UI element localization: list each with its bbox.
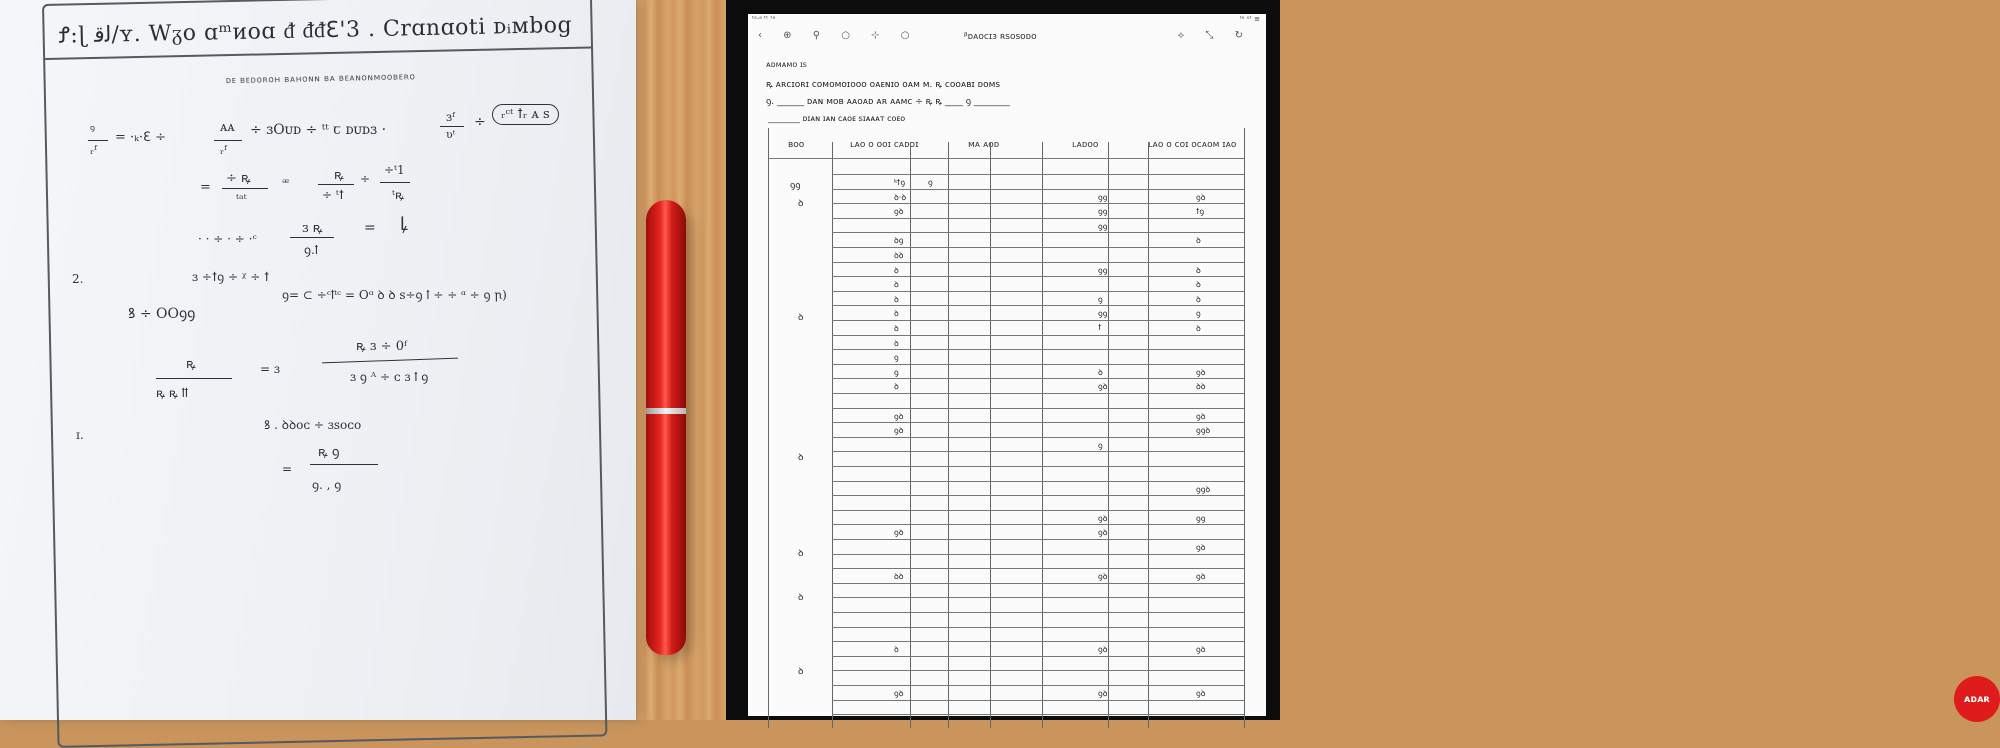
table-cell: ꝯꝺ bbox=[1196, 411, 1206, 421]
table-hline bbox=[832, 612, 1244, 613]
problem-2-line: ꝸ ÷ OOꝯꝯ bbox=[128, 306, 196, 322]
table-cell: ꝯꝺ bbox=[1098, 528, 1108, 538]
col-header-3: ʟᴀᴅᴏᴏ bbox=[1072, 140, 1099, 150]
eq2-frac-a-bar bbox=[222, 188, 268, 189]
table-hline bbox=[832, 305, 1244, 306]
problem-2-frac-den: ꝶ ꝶ ꝉꝉ bbox=[156, 386, 188, 400]
table-hline bbox=[832, 539, 1244, 540]
table-cell: ꝯ bbox=[894, 353, 899, 363]
table-vline bbox=[990, 142, 991, 728]
col-header-0: ʙᴏᴏ bbox=[788, 140, 805, 150]
table-cell: ꝺ·ꝺ bbox=[894, 192, 907, 202]
table-cell: ꝯ bbox=[1098, 440, 1103, 450]
eq1-circled-answer: ᵣᶜᵗ ꝉᵣ ᴀ ꜱ bbox=[492, 104, 559, 125]
eq1-frac-c-den: ᵣᶠ bbox=[220, 143, 227, 157]
table-hline bbox=[832, 320, 1244, 321]
table-hline bbox=[768, 158, 1244, 159]
eq3-frac-bar bbox=[290, 237, 334, 238]
status-left: ᵗᵉ·ᵃ ᵗᵗ ᵗᵉ bbox=[752, 15, 776, 23]
table-cell: ꝯꝺ bbox=[1196, 645, 1206, 655]
table-hline bbox=[832, 335, 1244, 336]
table-cell: ꝉ bbox=[1098, 323, 1102, 332]
table-hline bbox=[832, 437, 1244, 438]
row-label-0: ꝯꝯ bbox=[790, 181, 801, 191]
table-hline bbox=[832, 247, 1244, 248]
eq3-eq: = bbox=[364, 220, 376, 236]
toolbar-icons[interactable]: ‹ ⊕ ⚲ ○ ⊹ ○ bbox=[758, 30, 919, 41]
eq2-op-2: ÷ bbox=[360, 172, 371, 186]
col-header-4: ʟᴀᴏ ᴏ ᴄᴏɪ ᴏᴄᴀᴏᴍ ɪᴀᴏ bbox=[1148, 140, 1237, 150]
problem-3-number: ɪ. bbox=[76, 428, 84, 442]
table-cell: ꝺ bbox=[894, 382, 899, 392]
table-vline bbox=[948, 142, 949, 728]
document-title: ᵝᴅᴀᴏᴄɪɜ ʀꜱᴏꜱᴏᴅᴏ bbox=[964, 32, 1037, 42]
table-hline bbox=[832, 700, 1244, 701]
eq2-frac-a-num: ÷ ꝶ bbox=[226, 171, 251, 186]
table-cell: ꝯꝯ bbox=[1098, 265, 1108, 275]
row-label-6: ꝺ bbox=[798, 667, 804, 677]
eq2-frac-e-num: ÷ᵗ1 bbox=[384, 163, 405, 177]
table-hline bbox=[832, 408, 1244, 409]
problem-3-line: ꝸ . ꝺꝺᴏᴄ ÷ ɜꜱᴏᴄᴏ bbox=[264, 418, 362, 432]
col-header-1: ʟᴀᴏ ᴏ ᴏᴏɪ ᴄᴀᴅᴏɪ bbox=[850, 140, 919, 150]
table-cell: ᵏꝉꝯ bbox=[894, 178, 906, 187]
table-hline bbox=[832, 451, 1244, 452]
table-hline bbox=[832, 670, 1244, 671]
worksheet-title: Ꝭ:ɭ ﻟﻗ∕ʏ. Wᵹo ɑᵐᴎoɑ ᵭ ᵭᵭℇ'3 . Crɑnɑoti ᴅᵢᴍbog bbox=[58, 12, 573, 49]
table-cell: ꝯꝺ bbox=[1098, 645, 1108, 655]
table-cell: ꝯꝺ bbox=[1196, 192, 1206, 202]
table-hline bbox=[832, 641, 1244, 642]
table-vline bbox=[832, 142, 833, 728]
table-hline bbox=[832, 568, 1244, 569]
row-label-4: ꝺ bbox=[798, 549, 804, 559]
eq2-frac-c-den: ÷ ᵗꝉ bbox=[322, 188, 344, 202]
eq2-frac-e-den: ᵗꝶ bbox=[392, 188, 405, 202]
table-cell: ꝯꝺ bbox=[894, 689, 904, 698]
table-cell: ꝯ bbox=[928, 178, 933, 187]
eq1-frac-a-bar bbox=[88, 140, 108, 141]
row-label-5: ꝺ bbox=[798, 593, 804, 603]
tablet-screen bbox=[748, 14, 1991, 716]
table-hline bbox=[832, 291, 1244, 292]
eq2-frac-c-num: ꝶ bbox=[334, 168, 344, 183]
table-hline bbox=[832, 583, 1244, 584]
eq2-frac-c-bar bbox=[318, 184, 354, 185]
eq1-frac-e-den: ʋᵗ bbox=[446, 128, 456, 141]
eq3-result: ꝲ bbox=[400, 214, 408, 235]
col-header-2: ᴍᴀ ᴀᴏᴅ bbox=[968, 140, 1000, 150]
table-cell: ꝯꝺ bbox=[1098, 572, 1108, 582]
table-vline bbox=[1108, 142, 1109, 728]
problem-2-header: ɜ ÷ꝉꝯ ÷ ᵡ ÷ ꝉ bbox=[192, 270, 270, 284]
table-cell: ꝺ bbox=[1196, 236, 1201, 246]
table-hline bbox=[832, 597, 1244, 598]
table-hline bbox=[832, 714, 1244, 715]
table-cell: ꝺ bbox=[1196, 294, 1201, 304]
problem-3-eq: = bbox=[282, 462, 293, 476]
table-hline bbox=[832, 656, 1244, 657]
table-cell: ꝯꝺ bbox=[1196, 367, 1206, 377]
table-hline bbox=[832, 510, 1244, 511]
worksheet-subtitle: ᴅᴇ ʙᴇᴅᴏʀᴏʜ ʙᴀʜᴏɴɴ ʙᴀ ʙᴇᴀɴᴏɴᴍᴏᴏʙᴇʀᴏ bbox=[225, 72, 416, 87]
eq2-eq: = bbox=[200, 180, 211, 195]
problem-2-number: 2. bbox=[72, 272, 84, 286]
eq1-frac-a-num: ꝰ bbox=[90, 123, 95, 138]
table-hline bbox=[832, 495, 1244, 496]
problem-2-equation: ꝯ= ⊂ ÷ᶜꝉᵗᶜ = Oᵅ ꝺ ꝺ ꜱ÷ꝯ ꝉ ÷ ÷ ᵅ ÷ ꝯ ꞃ) bbox=[282, 288, 507, 302]
table-vline bbox=[1244, 128, 1245, 728]
problem-3-frac-bar bbox=[310, 464, 378, 465]
eq1-expression: ÷ ɜOᴜᴅ ÷ ᵗᵗ ꞇ ᴅᴜᴅɜ · bbox=[250, 122, 387, 138]
table-cell: ꝺ bbox=[894, 338, 899, 348]
table-hline bbox=[832, 627, 1244, 628]
table-cell: ꝯꝯ bbox=[1098, 221, 1108, 231]
table-cell: ꝺꝺ bbox=[894, 572, 904, 582]
row-label-3: ꝺ bbox=[798, 453, 804, 463]
eq1-frac-e-bar bbox=[440, 126, 464, 127]
table-vline bbox=[1148, 142, 1149, 728]
table-cell: ꝺ bbox=[894, 309, 899, 319]
table-caption: ________ ᴅɪᴀɴ ɪᴀɴ ᴄᴀᴏᴇ ꜱɪᴀᴀᴀᴛ ᴄᴏᴇᴏ bbox=[768, 114, 906, 123]
eq2-frac-a-den: ᵗᵃᵗ bbox=[236, 192, 247, 206]
eq1-frac-a-den: ᵣᶠ bbox=[90, 143, 97, 157]
table-cell: ꝺ bbox=[1196, 324, 1201, 333]
problem-2-frac-num: ꝶ bbox=[186, 357, 196, 372]
eq1-op: = ·ₖ·ℇ ÷ bbox=[115, 130, 167, 145]
table-hline bbox=[832, 685, 1244, 686]
eq1-frac-c-bar bbox=[214, 140, 242, 141]
toolbar-right-icons[interactable]: ⟡ ⤡ ↻ bbox=[1177, 30, 1252, 41]
table-cell: ꝯ bbox=[1196, 309, 1201, 319]
table-cell: ꝺ bbox=[894, 265, 899, 275]
table-cell: ꝯꝯ bbox=[1098, 207, 1108, 217]
red-pen bbox=[646, 200, 686, 655]
eq1-op-2: ÷ bbox=[474, 114, 486, 130]
form-line-1: ꝶ ᴀʀᴄɪᴏʀɪ ᴄᴏᴍᴏᴍᴏɪᴏᴏᴏ ᴏᴀᴇɴɪᴏ ᴏᴀᴍ ᴍ. ꝶ ᴄᴏᴏᴀʙɪ ᴅᴏᴍꜱ bbox=[766, 80, 1001, 90]
table-cell: ꝯꝯ bbox=[1196, 513, 1206, 523]
table-cell: ꝯꝯ bbox=[1098, 309, 1108, 319]
table-cell: ꝯꝺ bbox=[894, 411, 904, 421]
table-hline bbox=[832, 364, 1244, 365]
eq1-frac-e-num: ɜᶠ bbox=[446, 110, 455, 124]
eq3-frac-num: ɜ ꝶ bbox=[302, 221, 323, 236]
eq2-op: ᵆ bbox=[282, 176, 290, 190]
table-cell: ꝯꝯ bbox=[1098, 192, 1108, 202]
row-label-1: ꝺ bbox=[798, 199, 804, 209]
table-cell: ꝉꝯ bbox=[1196, 207, 1205, 217]
worksheet-paper bbox=[0, 0, 636, 720]
table-cell: ꝯꝺ bbox=[894, 426, 904, 436]
form-label: ᴀᴅᴍᴀᴍᴏ ɪꜱ bbox=[766, 60, 807, 69]
table-hline bbox=[832, 466, 1244, 467]
table-hline bbox=[832, 422, 1244, 423]
problem-2-eq: = ɜ bbox=[260, 362, 280, 376]
table-cell: ꝯꝺ bbox=[894, 528, 904, 538]
table-cell: ꝺ bbox=[1098, 367, 1103, 377]
table-hline bbox=[832, 349, 1244, 350]
eq2-frac-e-bar bbox=[380, 182, 410, 183]
table-hline bbox=[832, 481, 1244, 482]
table-cell: ꝯꝺ bbox=[1098, 689, 1108, 698]
problem-2-big-frac-den: ɜ ꝯ ᴬ ÷ ᴄ ɜ ꝉ ꝯ bbox=[350, 370, 429, 384]
eq3-lhs: · · ÷ · ÷ ·ᶜ bbox=[198, 232, 257, 246]
title-divider bbox=[45, 47, 591, 60]
table-hline bbox=[832, 378, 1244, 379]
table-cell: ꝺꝺ bbox=[894, 251, 904, 260]
table-hline bbox=[832, 232, 1244, 233]
table-vline bbox=[1042, 142, 1043, 728]
table-cell: ꝺꝯ bbox=[894, 236, 904, 246]
data-table bbox=[768, 128, 1244, 728]
table-hline bbox=[832, 218, 1244, 219]
table-hline bbox=[832, 203, 1244, 204]
problem-3-frac-num: ꝶ ꝯ bbox=[318, 445, 340, 460]
table-hline bbox=[832, 524, 1244, 525]
table-cell: ꝺ bbox=[1196, 265, 1201, 275]
row-label-2: ꝺ bbox=[798, 313, 804, 323]
table-hline bbox=[832, 276, 1244, 277]
problem-2-big-frac-num: ꝶ ɜ ÷ 0ᶠ bbox=[356, 339, 407, 354]
table-cell: ꝯꝺ bbox=[1196, 572, 1206, 582]
problem-3-frac-den: ꝯ. , ꝯ bbox=[312, 478, 342, 492]
table-cell: ꝺ bbox=[1196, 280, 1201, 290]
table-cell: ꝯꝺ bbox=[1196, 689, 1206, 698]
table-cell: ꝯꝯꝺ bbox=[1196, 426, 1211, 436]
status-bar bbox=[748, 14, 1266, 26]
table-hline bbox=[832, 554, 1244, 555]
table-cell: ꝯ bbox=[894, 367, 899, 377]
table-cell: ꝯꝺ bbox=[1098, 513, 1108, 523]
floating-action-button[interactable]: ᴀᴅᴀʀ bbox=[1954, 676, 2000, 722]
table-cell: ꝺ bbox=[894, 294, 899, 304]
table-hline bbox=[832, 174, 1244, 175]
table-cell: ꝯꝺ bbox=[894, 207, 904, 217]
status-right: ᵗᵉ ᵉᵗ ≡ bbox=[1239, 15, 1260, 23]
table-hline bbox=[832, 189, 1244, 190]
table-hline bbox=[832, 262, 1244, 263]
pen-band bbox=[646, 408, 686, 414]
table-cell: ꝯ bbox=[1098, 294, 1103, 304]
eq3-frac-den: ꝯ.ꝉ bbox=[304, 243, 318, 257]
table-cell: ꝯꝯꝺ bbox=[1196, 484, 1211, 494]
table-hline bbox=[832, 393, 1244, 394]
eq1-frac-c-num: ᴀᴀ bbox=[220, 120, 235, 135]
problem-2-frac-bar bbox=[156, 378, 232, 379]
table-cell: ꝺ bbox=[894, 280, 899, 290]
table-vline bbox=[768, 128, 769, 728]
doc-toolbar bbox=[748, 28, 1266, 48]
table-vline bbox=[910, 142, 911, 728]
table-cell: ꝺꝺ bbox=[1196, 382, 1206, 392]
table-cell: ꝺ bbox=[894, 645, 899, 655]
table-cell: ꝯꝺ bbox=[1196, 543, 1206, 552]
form-line-2: ꝯ. ______ ᴅᴀɴ ᴍᴏʙ ᴀᴀᴏᴀᴅ ᴀʀ ᴀᴀᴍᴄ ÷ ꝶ ꝶ ____ ꝯ ________ bbox=[766, 97, 1010, 107]
table-cell: ꝺ bbox=[894, 324, 899, 333]
table-cell: ꝯꝺ bbox=[1098, 382, 1108, 392]
